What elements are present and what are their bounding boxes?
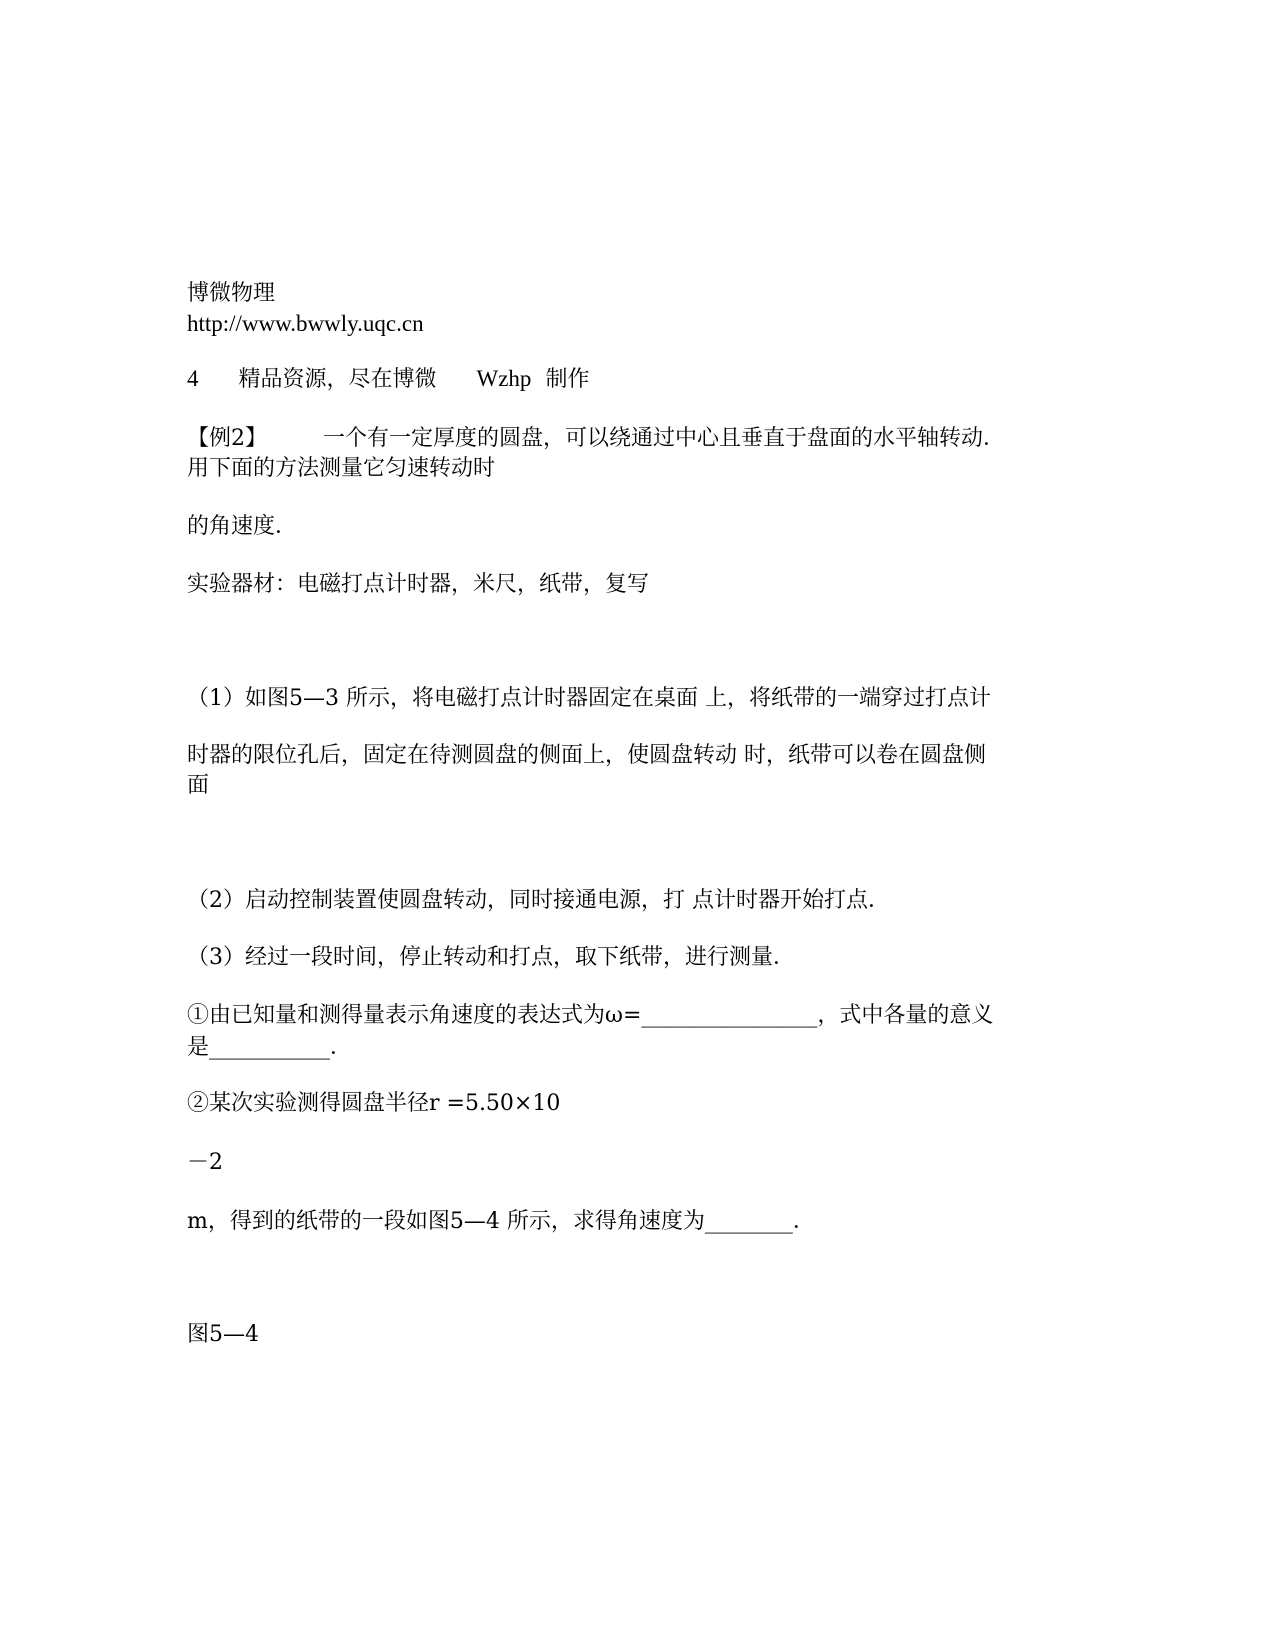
step3-line: （3）经过一段时间，停止转动和打点，取下纸带，进行测量． xyxy=(187,945,795,970)
author: Wzhp xyxy=(476,366,532,391)
question2-line1: ②某次实验测得圆盘半径r =5.50×10 xyxy=(187,1091,561,1116)
example-intro-line3: 的角速度． xyxy=(187,514,298,539)
step1-line1: （1）如图5—3 所示，将电磁打点计时器固定在桌面 上，将纸带的一端穿过打点计 xyxy=(187,686,991,711)
question1-line1: ①由已知量和测得量表示角速度的表达式为ω=________________，式中各量的意义 xyxy=(187,1003,994,1028)
page-header-line xyxy=(187,364,589,395)
equipment-line: 实验器材：电磁打点计时器，米尺，纸带，复写 xyxy=(187,572,650,597)
step2-line: （2）启动控制装置使圆盘转动，同时接通电源，打 点计时器开始打点． xyxy=(187,888,890,913)
figure-caption: 图5—4 xyxy=(187,1322,259,1347)
site-url: http://www.bwwly.uqc.cn xyxy=(187,311,424,336)
made-by: 制作 xyxy=(545,367,590,392)
question2-line2: m，得到的纸带的一段如图5—4 所示，求得角速度为________． xyxy=(187,1209,815,1234)
question2-exponent: －2 xyxy=(187,1150,223,1175)
step1-line3: 面 xyxy=(187,773,210,798)
example-label: 【例2】 xyxy=(187,426,267,451)
question1-line2: 是___________． xyxy=(187,1035,353,1060)
page-number: 4 xyxy=(187,366,199,391)
step1-line2: 时器的限位孔后，固定在待测圆盘的侧面上，使圆盘转动 时，纸带可以卷在圆盘侧 xyxy=(187,743,986,768)
example-intro-line1 xyxy=(187,424,1005,454)
example-intro-line2: 用下面的方法测量它匀速转动时 xyxy=(187,456,496,481)
example-intro-text: 一个有一定厚度的圆盘，可以绕通过中心且垂直于盘面的水平轴转动． xyxy=(323,426,1006,451)
slogan: 精品资源，尽在博微 xyxy=(238,367,437,392)
site-name: 博微物理 xyxy=(187,281,276,306)
